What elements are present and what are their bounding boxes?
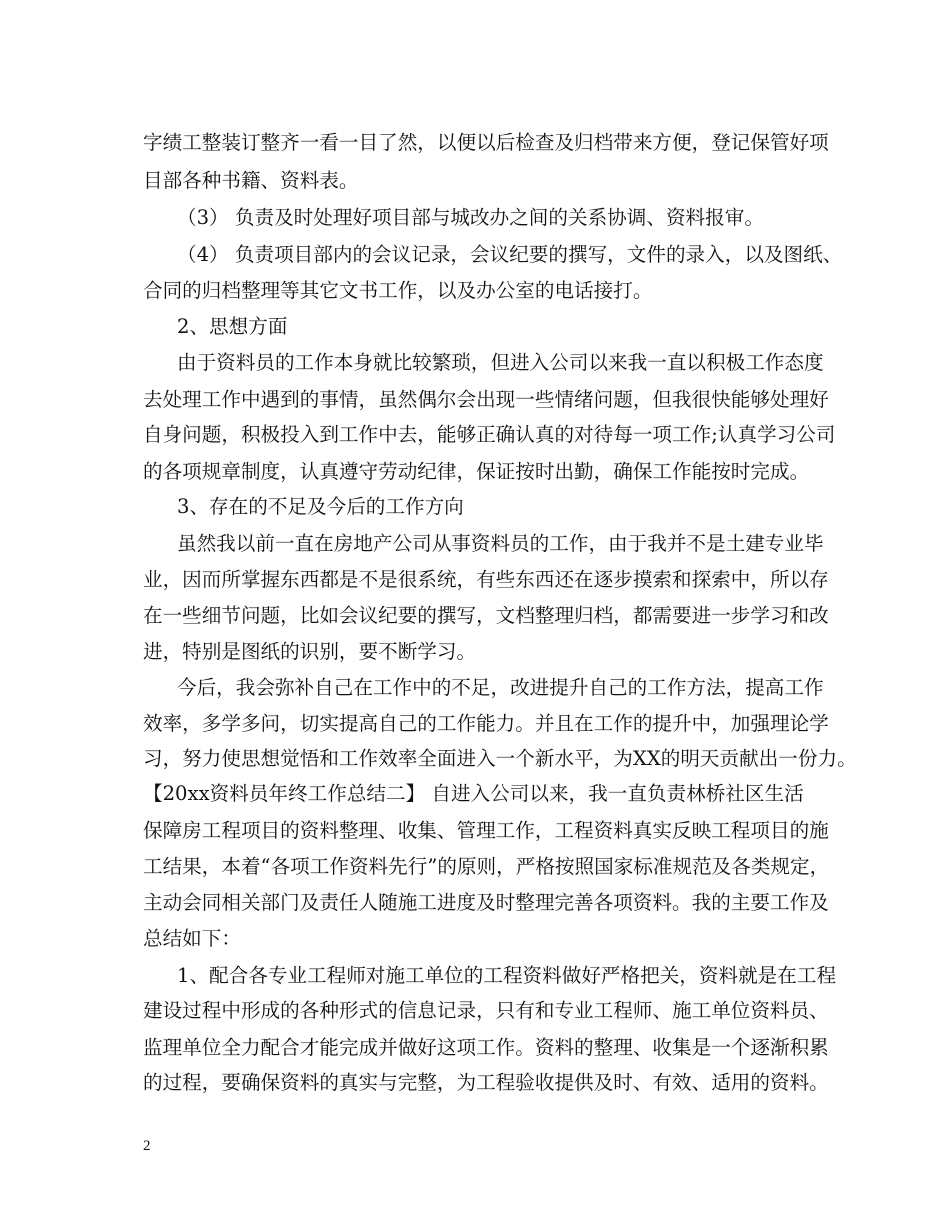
text-line-13: 业，因而所掌握东西都是不是很系统，有些东西还在逐步摸索和探索中，所以存 bbox=[143, 568, 829, 591]
text-line-3: （3） 负责及时处理好项目部与城改办之间的关系协调、资料报审。 bbox=[177, 206, 764, 229]
text-line-23: 总结如下： bbox=[143, 927, 241, 950]
text-line-21: 工结果，本着“各项工作资料先行”的原则，严格按照国家标准规范及各类规定， bbox=[143, 855, 830, 878]
text-line-16: 今后，我会弥补自己在工作中的不足，改进提升自己的工作方法，提高工作 bbox=[177, 676, 824, 699]
section-heading-shortcomings: 3、存在的不足及今后的工作方向 bbox=[177, 495, 464, 518]
text-line-5: 合同的归档整理等其它文书工作，以及办公室的电话接打。 bbox=[143, 279, 653, 302]
text-line-14: 在一些细节问题，比如会议纪要的撰写，文档整理归档，都需要进一步学习和改 bbox=[143, 604, 829, 627]
text-line-25: 建设过程中形成的各种形式的信息记录，只有和专业工程师、施工单位资料员、 bbox=[143, 999, 829, 1022]
text-line-9: 自身问题，积极投入到工作中去，能够正确认真的对待每一项工作;认真学习公司 bbox=[143, 423, 836, 446]
text-line-15: 进，特别是图纸的识别，要不断学习。 bbox=[143, 640, 477, 663]
text-line-2: 目部各种书籍、资料表。 bbox=[143, 169, 359, 192]
text-line-1: 字绩工整装订整齐一看一目了然，以便以后检查及归档带来方便，登记保管好项 bbox=[143, 131, 829, 154]
section-heading-thought: 2、思想方面 bbox=[177, 315, 288, 338]
text-line-24: 1、配合各专业工程师对施工单位的工程资料做好严格把关，资料就是在工程 bbox=[177, 964, 837, 987]
text-line-27: 的过程，要确保资料的真实与完整，为工程验收提供及时、有效、适用的资料。 bbox=[143, 1071, 829, 1094]
text-line-17: 效率，多学多问，切实提高自己的工作能力。并且在工作的提升中，加强理论学 bbox=[143, 712, 829, 735]
text-line-12: 虽然我以前一直在房地产公司从事资料员的工作，由于我并不是土建专业毕 bbox=[177, 532, 824, 555]
section-heading-summary-two: 【20xx资料员年终工作总结二】 自进入公司以来，我一直负责林桥社区生活 bbox=[143, 782, 804, 805]
text-line-20: 保障房工程项目的资料整理、收集、管理工作，工程资料真实反映工程项目的施 bbox=[143, 819, 829, 842]
text-line-26: 监理单位全力配合才能完成并做好这项工作。资料的整理、收集是一个逐渐积累 bbox=[143, 1036, 829, 1059]
page-number: 2 bbox=[143, 1138, 151, 1154]
text-line-18: 习，努力使思想觉悟和工作效率全面进入一个新水平，为XX的明天贡献出一份力。 bbox=[143, 747, 857, 770]
text-line-4: （4） 负责项目部内的会议记录，会议纪要的撰写，文件的录入，以及图纸、 bbox=[177, 243, 843, 266]
text-line-8: 去处理工作中遇到的事情，虽然偶尔会出现一些情绪问题，但我很快能够处理好 bbox=[143, 388, 829, 411]
text-line-22: 主动会同相关部门及责任人随施工进度及时整理完善各项资料。我的主要工作及 bbox=[143, 891, 829, 914]
text-line-7: 由于资料员的工作本身就比较繁琐，但进入公司以来我一直以积极工作态度 bbox=[177, 351, 824, 374]
text-line-10: 的各项规章制度，认真遵守劳动纪律，保证按时出勤，确保工作能按时完成。 bbox=[143, 460, 810, 483]
